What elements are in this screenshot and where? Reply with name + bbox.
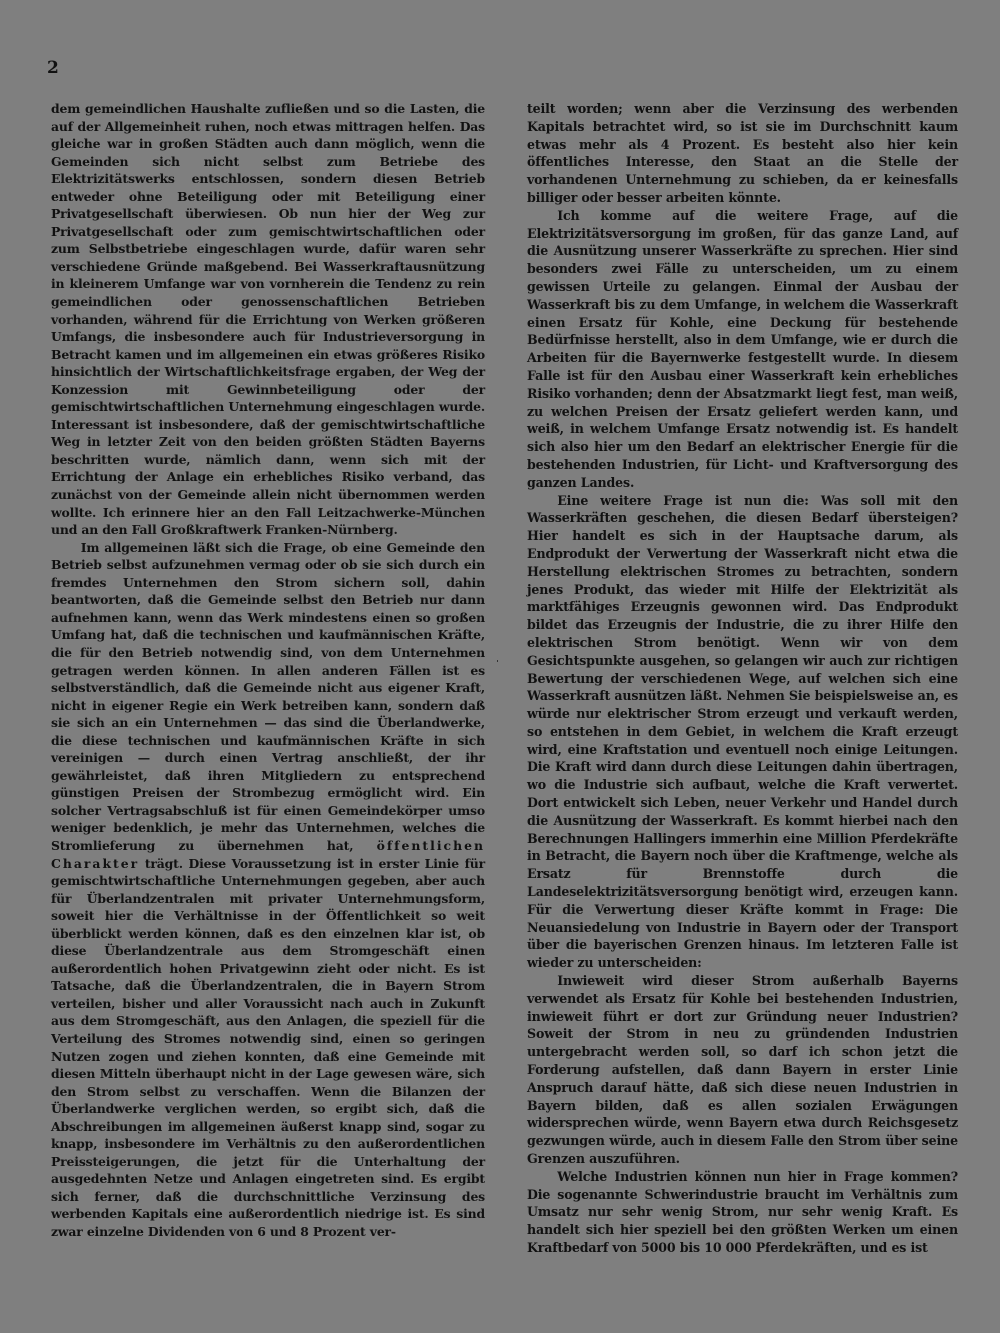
paragraph xyxy=(51,539,485,1241)
paragraph: Eine weitere Frage ist nun die: Was soll mit den Wasserkräften geschehen, die diesen Bedarf übersteigen? Hier handelt es sich in der Hauptsache darum, als Endprodukt der Verwertung der Wasserkraft nicht etwa die Herstellung elektrischen Stromes zu betrachten, sondern jenes Produkt, das wieder mit Hilfe der Elektrizität als marktfähiges Erzeugnis gewonnen wird. Das Endprodukt bildet das Erzeugnis der Industrie, die zu ihrer Hilfe den elektrischen Strom benötigt. Wenn wir von dem Gesichtspunkte ausgehen, so gelangen wir auch zur richtigen Bewertung der verschiedenen Wege, auf welchen sich eine Wasserkraft ausnützen läßt. Nehmen Sie beispielsweise an, es würde nur elektrischer Strom erzeugt und verkauft werden, so entstehen in dem Gebiet, in welchem die Kraft erzeugt wird, eine Kraftstation und eventuell noch einige Leitungen. Die Kraft wird dann durch diese Leitungen dahin übertragen, wo die Industrie sich aufbaut, welche die Kraft verwertet. Dort entwickelt sich Leben, neuer Verkehr und Handel durch die Ausnützung der Wasserkraft. Es kommt hierbei nach den Berechnungen Hallingers immerhin eine Million Pferdekräfte in Betracht, die Bayern noch über die Kraftmenge, welche als Ersatz für Brennstoffe durch die Landeselektrizitätsversorgung benötigt wird, erzeugen kann. Für die Verwertung dieser Kräfte kommt in Frage: Die Neuansiedelung von Industrie in Bayern oder der Transport über die bayerischen Grenzen hinaus. Im letzteren Falle ist wieder zu unterscheiden: xyxy=(527,492,958,971)
paragraph-text: trägt. Diese Voraussetzung ist in erster Linie für gemischtwirtschaftliche Unternehmungen gegeben, aber auch für Überlandzentralen mit privater Unternehmungsform, soweit hier die Verhältnisse in der Öffentlichkeit so weit überblickt werden können, daß es den einzelnen klar ist, ob diese Überlandzentrale aus dem Stromgeschäft einen außerordentlich hohen Privatgewinn zieht oder nicht. Es ist Tatsache, daß die Überlandzentralen, die in Bayern Strom verteilen, bisher und aller Voraussicht nach auch in Zukunft aus dem Stromgeschäft, aus den Anlagen, die speziell für die Verteilung des Stromes notwendig sind, einen so geringen Nutzen zogen und ziehen konnten, daß eine Gemeinde mit diesen Mitteln überhaupt nicht in der Lage gewesen wäre, sich den Strom selbst zu verschaffen. Wenn die Bilanzen der Überlandwerke verglichen werden, so ergibt sich, daß die Abschreibungen im allgemeinen äußerst knapp sind, sogar zu knapp, insbesondere im Verhältnis zu den außerordentlichen Preissteigerungen, die jetzt für die Unterhaltung der ausgedehnten Netze und Anlagen eingetreten sind. Es ergibt sich ferner, daß die durchschnittliche Verzinsung des werbenden Kapitals eine außerordentlich niedrige ist. Es sind zwar einzelne Dividenden von 6 und 8 Prozent ver- xyxy=(51,855,485,1239)
paragraph: Welche Industrien können nun hier in Frage kommen? Die sogenannte Schwerindustrie braucht im Verhältnis zum Umsatz nur sehr wenig Strom, nur sehr wenig Kraft. Es handelt sich hier speziell bei den größten Werken um einen Kraftbedarf von 5000 bis 10 000 Pferdekräften, und es ist xyxy=(527,1168,958,1255)
paragraph: Inwieweit wird dieser Strom außerhalb Bayerns verwendet als Ersatz für Kohle bei bestehenden Industrien, inwieweit führt er dort zur Gründung neuer Industrien? Soweit der Strom in neu zu gründenden Industrien untergebracht werden soll, so darf ich schon jetzt die Forderung aufstellen, daß dann Bayern in erster Linie Anspruch darauf hätte, daß sich diese neuen Industrien in Bayern bilden, daß es allen sozialen Erwägungen widersprechen würde, wenn Bayern etwa durch Reichsgesetz gezwungen würde, auch in diesem Falle den Strom über seine Grenzen auszuführen. xyxy=(527,973,958,1167)
paragraph: dem gemeindlichen Haushalte zufließen und so die Lasten, die auf der Allgemeinheit ruhen, noch etwas mittragen helfen. Das gleiche war in großen Städten auch dann möglich, wenn die Gemeinden sich nicht selbst zum Betriebe des Elektrizitätswerks entschlossen, sondern diesen Betrieb entweder ohne Beteiligung oder mit Beteiligung einer Privatgesellschaft überwiesen. Ob nun hier der Weg zur Privatgesellschaft oder zum gemischtwirtschaftlichen oder zum Selbstbetriebe eingeschlagen wurde, dafür waren sehr verschiedene Gründe maßgebend. Bei Wasserkraftausnützung in kleinerem Umfange war von vornherein die Tendenz zu rein gemeindlichen oder genossenschaftlichen Betrieben vorhanden, während für die Errichtung von Werken größeren Umfangs, die insbesondere auch für Industrieversorgung in Betracht kamen und im allgemeinen ein etwas größeres Risiko hinsichtlich der Wirtschaftlichkeitsfrage ergaben, der Weg der Konzession mit Gewinnbeteiligung oder der gemischtwirtschaftlichen Unternehmung eingeschlagen wurde. Interessant ist insbesondere, daß der gemischtwirtschaftliche Weg in letzter Zeit von den beiden größten Städten Bayerns beschritten wurde, nämlich dann, wenn sich mit der Errichtung der Anlage ein erhebliches Risiko verband, das zunächst von der Gemeinde allein nicht übernommen werden wollte. Ich erinnere hier an den Fall Leitzachwerke-München und an den Fall Großkraftwerk Franken-Nürnberg. xyxy=(51,101,485,538)
page-number: 2 xyxy=(47,58,59,78)
paragraph: Ich komme auf die weitere Frage, auf die Elektrizitätsversorgung im großen, für das ganze Land, auf die Ausnützung unserer Wasserkräfte zu sprechen. Hier sind besonders zwei Fälle zu unterscheiden, um zu einem gewissen Urteile zu gelangen. Einmal der Ausbau der Wasserkraft bis zu dem Umfange, in welchem die Wasserkraft einen Ersatz für Kohle, eine Deckung für bestehende Bedürfnisse herstellt, also in dem Umfange, wie er durch die Arbeiten für die Bayernwerke festgestellt wurde. In diesem Falle ist für den Ausbau einer Wasserkraft kein erhebliches Risiko vorhanden; denn der Absatzmarkt liegt fest, man weiß, zu welchen Preisen der Ersatz geliefert werden kann, und weiß, in welchem Umfange Ersatz notwendig ist. Es handelt sich also hier um den Bedarf an elektrischer Energie für die bestehenden Industrien, für Licht- und Kraftversorgung des ganzen Landes. xyxy=(527,207,958,490)
paragraph-text: Im allgemeinen läßt sich die Frage, ob eine Gemeinde den Betrieb selbst aufzunehmen vermag oder ob sie sich durch ein fremdes Unternehmen den Strom sichern soll, dahin beantworten, daß die Gemeinde selbst den Betrieb nur dann aufnehmen kann, wenn das Werk mindestens einen so großen Umfang hat, daß die technischen und kaufmännischen Kräfte, die für den Betrieb notwendig sind, von dem Unternehmen getragen werden können. In allen anderen Fällen ist es selbstverständlich, daß die Gemeinde nicht aus eigener Kraft, nicht in eigener Regie ein Werk betreiben kann, sondern daß sie sich an ein Unternehmen — das sind die Überlandwerke, die diese technischen und kaufmännischen Kräfte in sich vereinigen — durch einen Vertrag anschließt, der ihr gewährleistet, daß ihren Mitgliedern zu entsprechend günstigen Preisen der Strombezug ermöglicht wird. Ein solcher Vertragsabschluß ist für einen Gemeindekörper umso weniger bedenklich, je mehr das Unternehmen, welches die Stromlieferung zu übernehmen hat, xyxy=(51,539,485,853)
left-column xyxy=(51,100,485,1241)
right-column xyxy=(527,100,958,1257)
column-divider-mark xyxy=(497,660,498,662)
emphasized-text: öffentlichen Charakter xyxy=(51,837,485,871)
paragraph: teilt worden; wenn aber die Verzinsung des werbenden Kapitals betrachtet wird, so ist sie im Durchschnitt kaum etwas mehr als 4 Prozent. Es besteht also hier kein öffentliches Interesse, den Staat an die Stelle der vorhandenen Unternehmung zu schieben, da er keinesfalls billiger oder besser arbeiten könnte. xyxy=(527,101,958,205)
